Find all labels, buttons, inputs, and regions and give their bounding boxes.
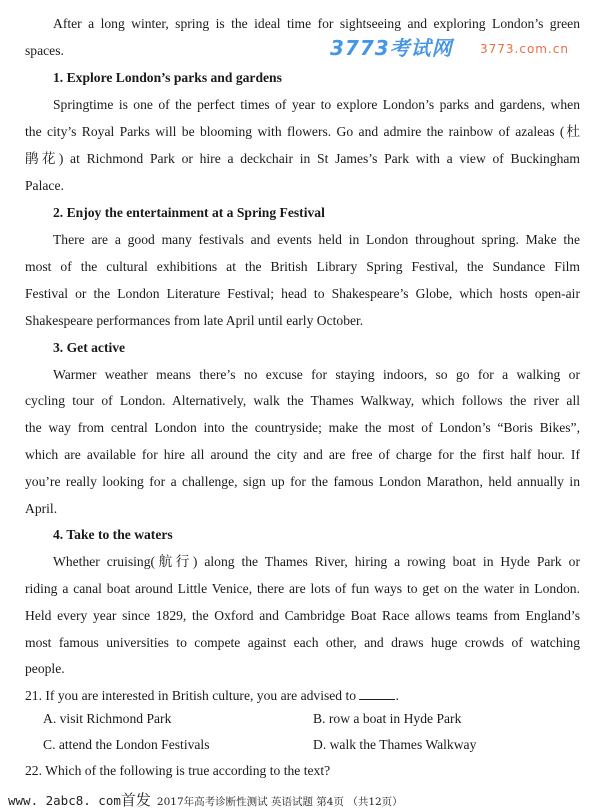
paragraph-line: 鹃花) at Richmond Park or hire a deckchair in St James’s Park with a view of Buckingham <box>25 151 580 166</box>
section-heading-festival: 2. Enjoy the entertainment at a Spring Festival <box>53 205 325 220</box>
paragraph-line: There are a good many festivals and events held in London throughout spring. Make the <box>53 232 580 247</box>
watermark-sub-text: 3773.com.cn <box>480 42 569 56</box>
option-c: C. attend the London Festivals <box>43 737 210 752</box>
paragraph-line: Whether cruising(航行) along the Thames River, hiring a rowing boat in Hyde Park or <box>53 554 580 569</box>
paragraph-line: Shakespeare performances from late April until early October. <box>25 313 364 328</box>
section-heading-parks: 1. Explore London’s parks and gardens <box>53 70 282 85</box>
paragraph-line: you’re really looking for a challenge, sign up for the famous London Marathon, held annually in <box>25 474 580 489</box>
footer-page-info: 2017年高考诊断性测试 英语试题 第4页 （共12页） <box>156 796 403 808</box>
intro-line: After a long winter, spring is the ideal time for sightseeing and exploring London’s green <box>53 16 580 31</box>
option-a: A. visit Richmond Park <box>43 711 172 726</box>
question-21-stem: 21. If you are interested in British culture, you are advised to <box>25 688 357 703</box>
paragraph-line: people. <box>25 661 65 676</box>
question-21-stem-end: . <box>395 688 399 703</box>
paragraph-line: which are available for hire all around the city and are free of charge for the first half hour. If <box>25 447 580 462</box>
option-d: D. walk the Thames Walkway <box>313 737 477 752</box>
paragraph-line: Festival or the London Literature Festival; head to Shakespeare’s Globe, which hosts open-air <box>25 286 580 301</box>
paragraph-line: riding a canal boat around Little Venice, there are lots of fun ways to get on the water in London. <box>25 581 580 596</box>
footer-first-release: 首发 <box>120 791 151 809</box>
footer-site: www. 2abc8. com <box>8 793 121 808</box>
page-footer <box>8 789 403 810</box>
section-heading-waters: 4. Take to the waters <box>53 527 173 542</box>
paragraph-line: Palace. <box>25 178 64 193</box>
watermark-main-text: 3773考试网 <box>330 36 453 60</box>
question-22: 22. Which of the following is true according to the text? <box>25 763 331 778</box>
paragraph-line: most famous universities to compete against each other, and draws huge crowds of watching <box>25 635 580 650</box>
paragraph-line: most of the cultural exhibitions at the British Library Spring Festival, the Sundance Film <box>25 259 580 274</box>
paragraph-line: Held every year since 1829, the Oxford and Cambridge Boat Race allows teams from England’s <box>25 608 580 623</box>
answer-blank <box>359 688 395 700</box>
paragraph-line: April. <box>25 501 58 516</box>
option-b: B. row a boat in Hyde Park <box>313 711 462 726</box>
paragraph-line: cycling tour of London. Alternatively, walk the Thames Walkway, which follows the river all <box>25 393 580 408</box>
paragraph-line: Warmer weather means there’s no excuse for staying indoors, so go for a walking or <box>53 367 580 382</box>
intro-line: spaces. <box>25 43 64 58</box>
paragraph-line: the way from central London into the countryside; make the most of London’s “Boris Bikes”, <box>25 420 580 435</box>
paragraph-line: Springtime is one of the perfect times of year to explore London’s parks and gardens, when <box>53 97 580 112</box>
section-heading-active: 3. Get active <box>53 340 126 355</box>
question-21 <box>25 688 580 704</box>
paragraph-line: the city’s Royal Parks will be blooming with flowers. Go and admire the rainbow of azaleas (杜 <box>25 124 580 139</box>
